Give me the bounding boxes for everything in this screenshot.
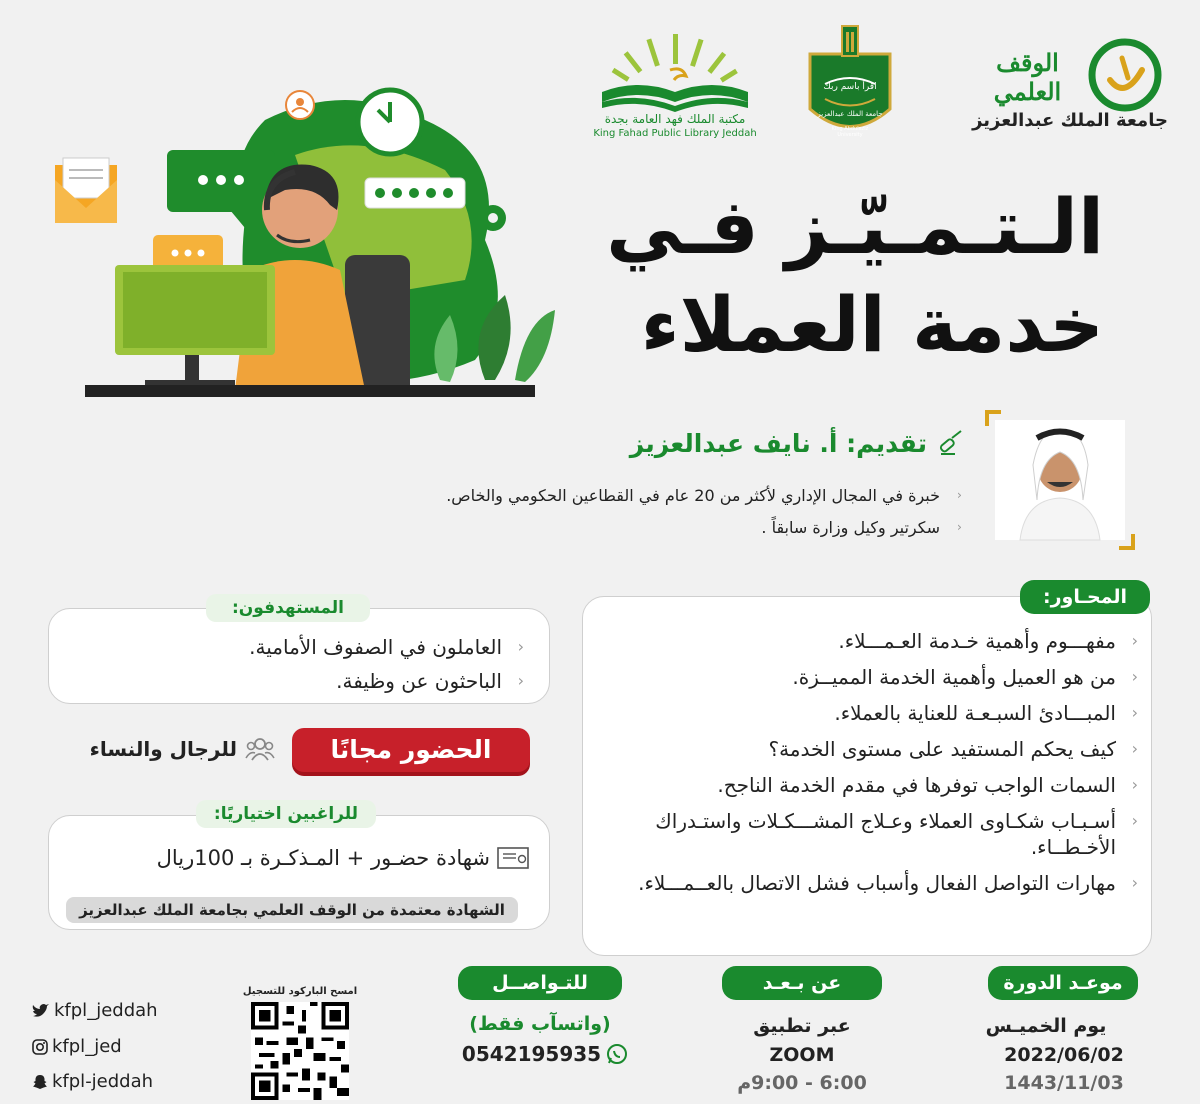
presenter-label: تقديم: أ. نايف عبدالعزيز	[629, 428, 927, 458]
axis-item: ‹ من هو العميل وأهمية الخدمة المميــزة.	[618, 664, 1138, 690]
kau-motto: اقرأ باسم ربك	[823, 82, 877, 92]
axis-item: ‹ أسـبـاب شكـاوى العملاء وعـلاج المشـــكـلات واستـدراك الأخـطــاء.	[618, 808, 1138, 860]
social-snapchat[interactable]	[32, 1071, 153, 1092]
kau-name: جامعة الملك عبدالعزيز	[817, 110, 883, 118]
bio-item: ‹ خبرة في المجال الإداري لأكثر من 20 عام في القطاعين الحكومي والخاص.	[322, 480, 962, 512]
optional-heading: للراغبين اختياريًا:	[196, 800, 376, 828]
axis-item: ‹ المبـــادئ السبـعـة للعناية بالعملاء.	[618, 700, 1138, 726]
social-twitter[interactable]	[32, 1000, 158, 1021]
bio-item: ‹ سكرتير وكيل وزارة سابقاً .	[322, 512, 962, 544]
twitter-icon	[32, 1003, 50, 1019]
kau-english-name: King Abdulaziz University	[831, 126, 869, 138]
kau-logo	[800, 24, 900, 144]
gear-icon	[480, 205, 506, 231]
library-arabic-name: مكتبة الملك فهد العامة بجدة	[604, 112, 746, 126]
instagram-icon	[32, 1039, 48, 1055]
axes-heading: المحـاور:	[1020, 580, 1150, 614]
qr-caption: امسح الباركود للتسجيل	[242, 986, 358, 997]
qr-code[interactable]	[250, 1002, 350, 1100]
presenter-bio-list	[322, 480, 962, 544]
instagram-handle: kfpl_jed	[52, 1036, 122, 1057]
remote-app-line: عبر تطبيق	[753, 1015, 851, 1037]
certificate-icon	[496, 845, 530, 871]
presenter-heading	[465, 428, 965, 458]
title-line-1: الـتـمـيّـز فـي	[606, 182, 1104, 271]
remote-time: 6:00 - 9:00م	[737, 1072, 867, 1094]
targets-heading: المستهدفون:	[206, 594, 370, 622]
library-logo	[590, 30, 760, 150]
library-english-name: King Fahad Public Library Jeddah	[593, 128, 757, 139]
axis-item: ‹ السمات الواجب توفرها في مقدم الخدمة الناجح.	[618, 772, 1138, 798]
open-book-sun-icon	[590, 30, 760, 115]
contact-phone-row	[455, 1042, 635, 1066]
targets-list	[64, 630, 524, 698]
schedule-heading: موعـد الدورة	[988, 966, 1138, 1000]
social-instagram[interactable]	[32, 1036, 122, 1057]
five-star-rating-icon	[365, 178, 465, 208]
contact-phone[interactable]: 0542195935	[461, 1042, 602, 1066]
user-circle-icon	[286, 91, 314, 119]
snapchat-icon	[32, 1074, 48, 1090]
axis-item: ‹ كيف يحكم المستفيد على مستوى الخدمة؟	[618, 736, 1138, 762]
audience-row	[50, 736, 275, 762]
title-line-2: خدمة العملاء	[640, 280, 1104, 369]
axis-item: ‹ مهارات التواصل الفعال وأسباب فشل الاتصال بالعــمـــلاء.	[618, 870, 1138, 896]
axis-item: ‹ مفهـــوم وأهمية خـدمة العـمـــلاء.	[618, 628, 1138, 654]
schedule-date-gregorian: 2022/06/02	[1004, 1044, 1124, 1066]
waqf-main-text: الوقف العلمي	[993, 48, 1062, 106]
certificate-note: الشهادة معتمدة من الوقف العلمي بجامعة الملك عبدالعزيز	[66, 897, 518, 923]
axes-list	[618, 628, 1138, 896]
waqf-logo	[970, 30, 1170, 150]
target-item: ‹ الباحثون عن وظيفة.	[64, 664, 524, 698]
target-item: ‹ العاملون في الصفوف الأمامية.	[64, 630, 524, 664]
contact-note: (واتسآب فقط)	[469, 1013, 611, 1035]
microphone-icon	[935, 428, 965, 458]
optional-offer-row	[60, 845, 530, 871]
free-attendance-badge: الحضور مجانًا	[292, 728, 530, 772]
remote-zoom-line: ZOOM	[769, 1044, 835, 1066]
waqf-university-text: جامعة الملك عبدالعزيز	[972, 110, 1168, 131]
remote-heading: عن بـعـد	[722, 966, 882, 1000]
audience-text: للرجال والنساء	[89, 737, 237, 761]
contact-heading: للتـواصــل	[458, 966, 622, 1000]
schedule-day: يوم الخميـس	[985, 1015, 1107, 1037]
envelope-icon	[55, 158, 117, 223]
presenter-photo-frame	[985, 410, 1135, 550]
clock-icon	[358, 90, 422, 154]
twitter-handle: kfpl_jeddah	[54, 1000, 158, 1021]
optional-offer-text: شهادة حضـور + المـذكـرة بـ 100ريال	[156, 846, 490, 870]
customer-service-illustration	[45, 60, 570, 400]
whatsapp-icon	[606, 1043, 628, 1065]
snapchat-handle: kfpl-jeddah	[52, 1071, 154, 1092]
schedule-date-hijri: 1443/11/03	[1004, 1072, 1124, 1094]
people-icon	[245, 736, 275, 762]
